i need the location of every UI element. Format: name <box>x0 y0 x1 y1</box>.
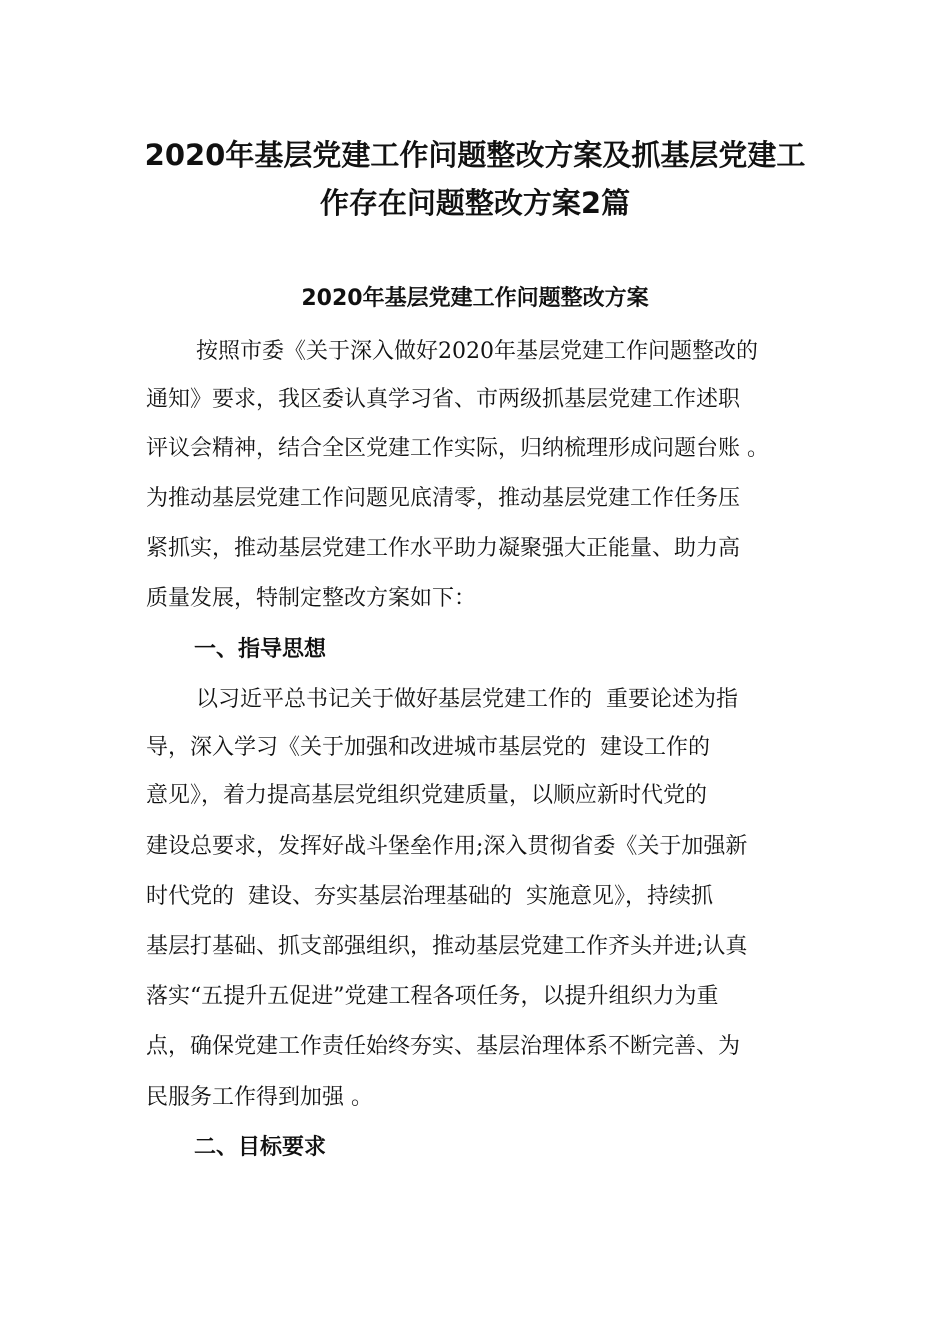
document-title-line-2: 作存在问题整改方案2篇 <box>319 186 631 220</box>
paragraph-1-line-2: 通知》要求，我区委认真学习省、市两级抓基层党建工作述职 <box>146 387 741 412</box>
heading-target-requirements: 二、目标要求 <box>194 1135 327 1160</box>
paragraph-2-line-1: 以习近平总书记关于做好基层党建工作的 重要论述为指 <box>196 687 738 712</box>
paragraph-2-line-4: 建设总要求，发挥好战斗堡垒作用;深入贯彻省委《关于加强新 <box>146 834 748 859</box>
paragraph-2-line-8: 点，确保党建工作责任始终夯实、基层治理体系不断完善、为 <box>146 1034 741 1059</box>
paragraph-1-line-4: 为推动基层党建工作问题见底清零，推动基层党建工作任务压 <box>146 486 741 511</box>
paragraph-1-line-3: 评议会精神，结合全区党建工作实际，归纳梳理形成问题台账 。 <box>146 436 769 461</box>
document-title-line-1: 2020年基层党建工作问题整改方案及抓基层党建工 <box>144 138 806 172</box>
paragraph-1-line-1: 按照市委《关于深入做好2020年基层党建工作问题整改的 <box>196 339 758 364</box>
paragraph-2-line-7: 落实“五提升五促进”党建工程各项任务，以提升组织力为重 <box>146 984 719 1009</box>
paragraph-2-line-6: 基层打基础、抓支部强组织，推动基层党建工作齐头并进;认真 <box>146 934 748 959</box>
paragraph-2-line-3: 意见》，着力提高基层党组织党建质量，以顺应新时代党的 <box>146 783 708 808</box>
heading-guiding-ideology: 一、指导思想 <box>194 637 327 662</box>
paragraph-1-line-5: 紧抓实，推动基层党建工作水平助力凝聚强大正能量、助力高 <box>146 536 741 561</box>
paragraph-2-line-9: 民服务工作得到加强 。 <box>146 1085 373 1110</box>
paragraph-1-line-6: 质量发展，特制定整改方案如下： <box>146 586 477 611</box>
section-title: 2020年基层党建工作问题整改方案 <box>301 286 649 311</box>
paragraph-2-line-2: 导，深入学习《关于加强和改进城市基层党的 建设工作的 <box>146 735 710 760</box>
paragraph-2-line-5: 时代党的 建设、夯实基层治理基础的 实施意见》，持续抓 <box>146 884 713 909</box>
